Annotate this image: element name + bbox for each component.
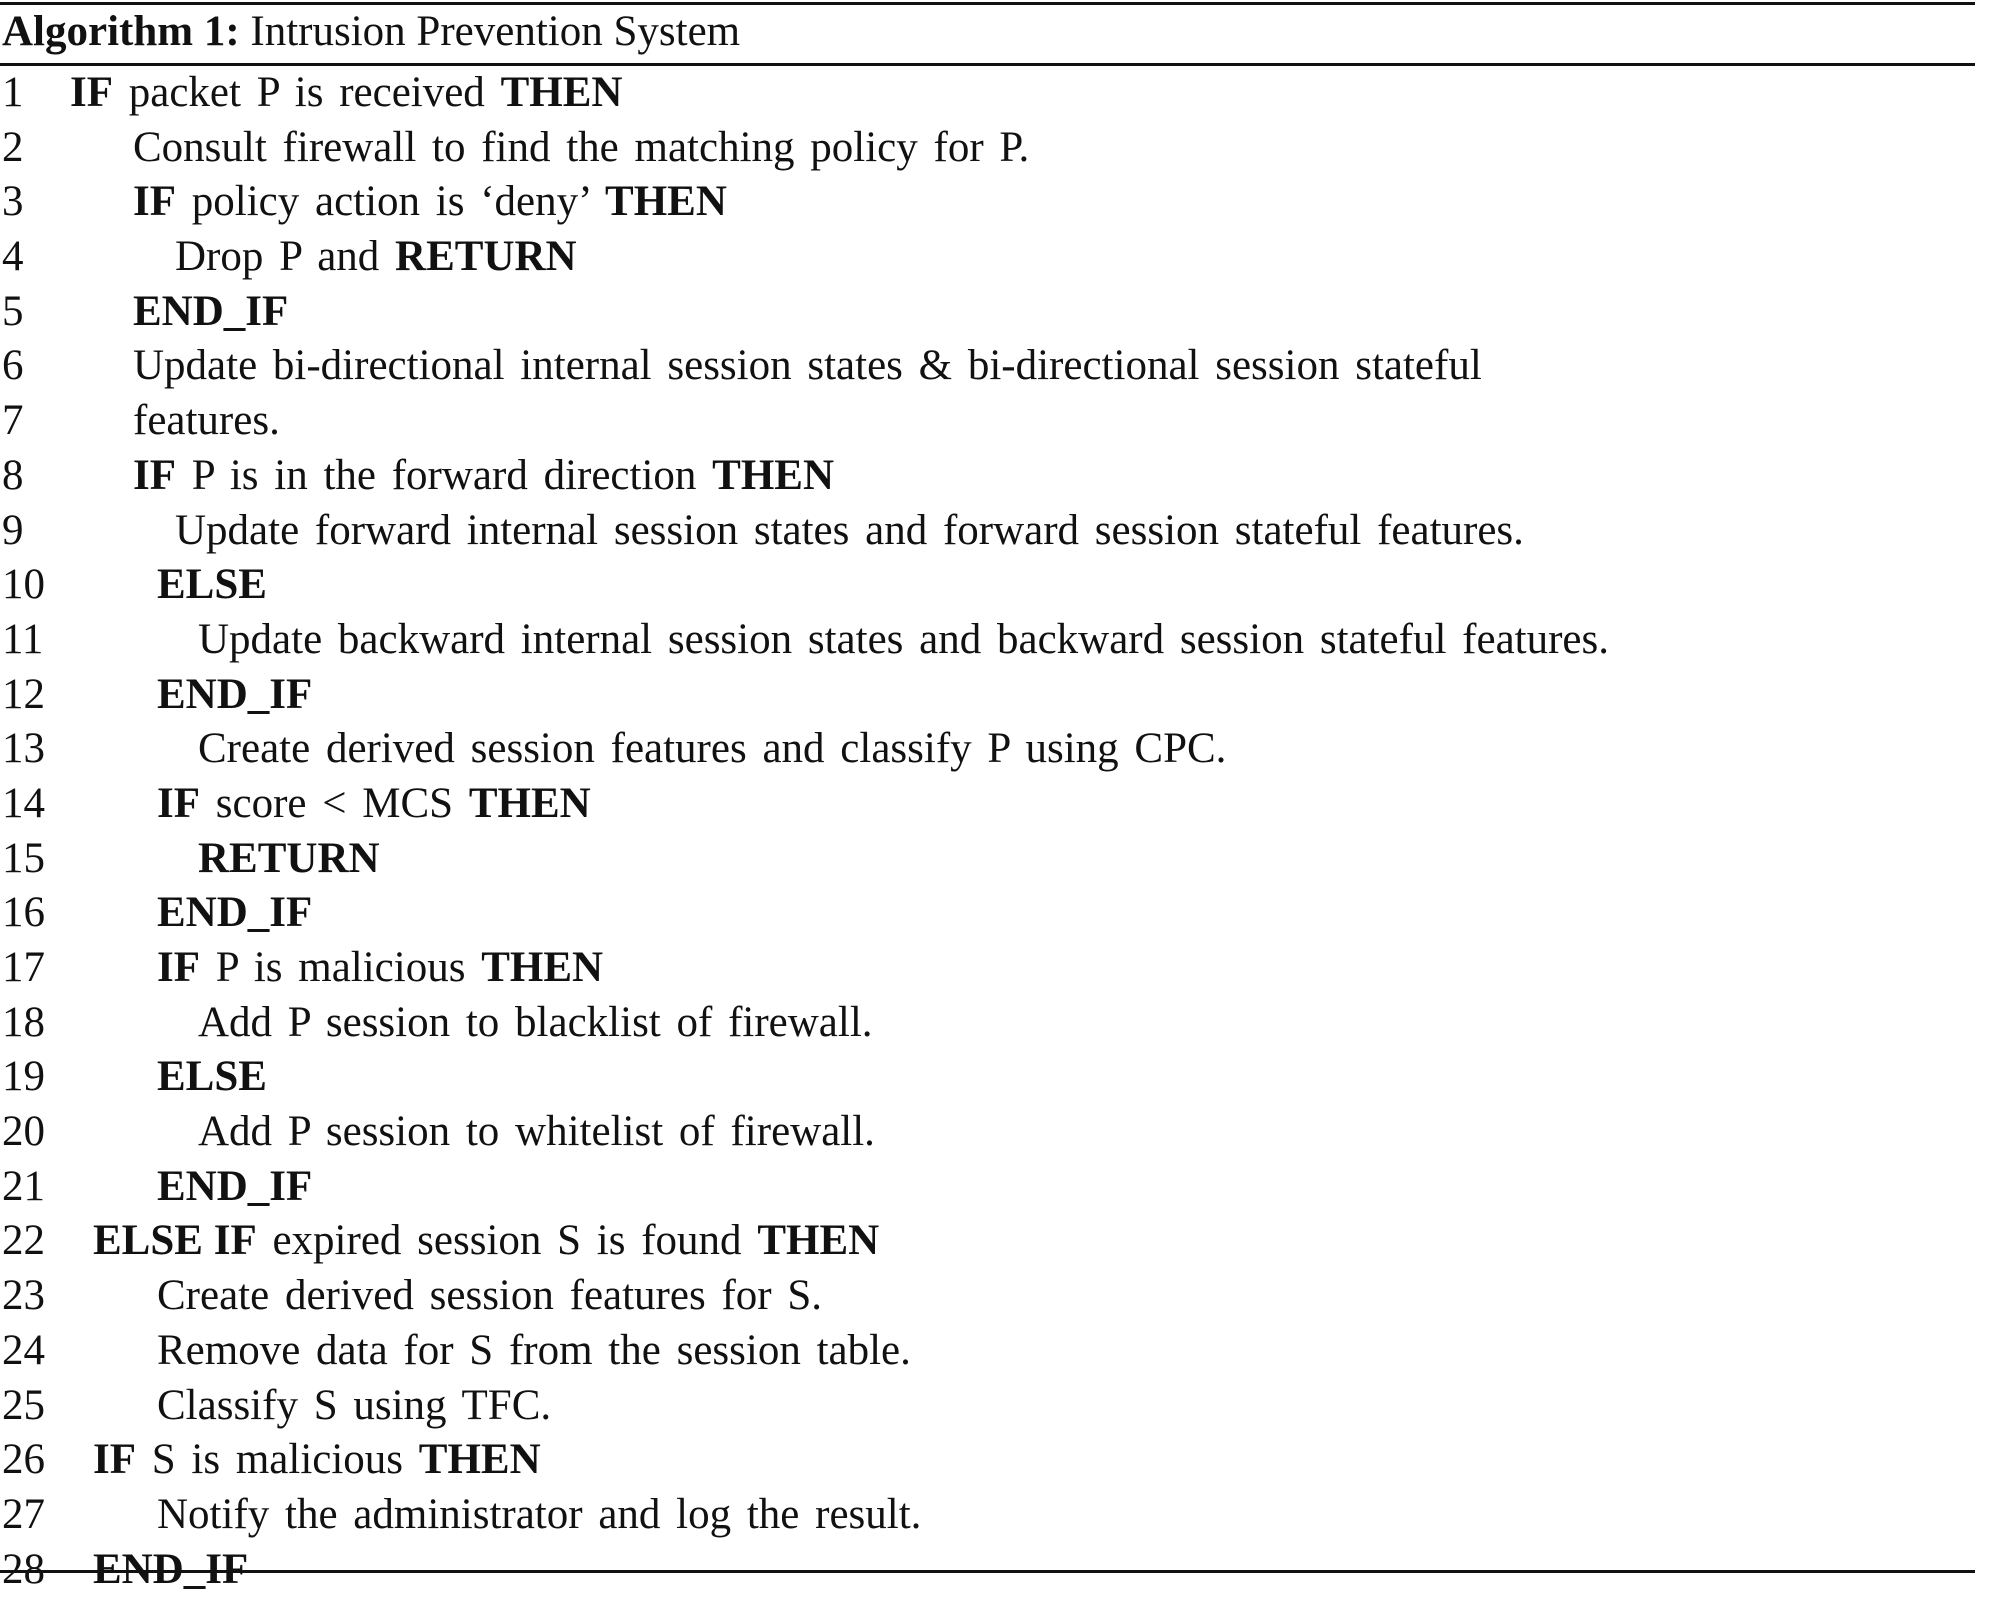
- code-text: Notify the administrator and log the result.: [157, 1490, 922, 1538]
- algorithm-line: [0, 394, 1975, 449]
- line-number: 6: [2, 342, 24, 390]
- keyword: THEN: [757, 1217, 880, 1265]
- code-text: Add P session to blacklist of firewall.: [198, 998, 873, 1046]
- algorithm-line: [0, 777, 1975, 832]
- line-code: [93, 1214, 879, 1269]
- line-code: [175, 230, 577, 285]
- code-text: Drop P and: [175, 233, 396, 281]
- line-number: 24: [2, 1326, 45, 1374]
- line-code: [133, 449, 834, 504]
- line-code: [157, 1269, 822, 1324]
- line-code: [198, 1105, 875, 1160]
- code-text: Create derived session features and classify P using CPC.: [198, 725, 1227, 773]
- code-text: Create derived session features for S.: [157, 1272, 823, 1320]
- line-code: [157, 558, 267, 613]
- algorithm-line: [0, 339, 1975, 394]
- algorithm-line: [0, 285, 1975, 340]
- algorithm-line: [0, 613, 1975, 668]
- line-code: [157, 1379, 551, 1434]
- algorithm-line: [0, 886, 1975, 941]
- algorithm-line: [0, 1324, 1975, 1379]
- algorithm-line: [0, 504, 1975, 559]
- line-number: 25: [2, 1381, 45, 1429]
- keyword: ELSE: [157, 561, 267, 609]
- keyword: END_IF: [133, 287, 289, 335]
- keyword: END_IF: [157, 889, 313, 937]
- line-code: [198, 613, 1609, 668]
- algorithm-line: [0, 66, 1975, 121]
- line-code: [198, 722, 1226, 777]
- line-number: 28: [2, 1545, 45, 1593]
- line-number: 22: [2, 1217, 45, 1265]
- algorithm-line: [0, 558, 1975, 613]
- algorithm-line: [0, 1488, 1975, 1543]
- line-number: 20: [2, 1108, 45, 1156]
- line-code: [93, 1433, 541, 1488]
- code-text: packet P is received: [113, 69, 501, 116]
- keyword: IF: [157, 944, 200, 991]
- line-code: [133, 121, 1029, 176]
- code-text: Update backward internal session states and backward session stateful features.: [198, 615, 1609, 663]
- algorithm-body: [0, 66, 1975, 1597]
- keyword: THEN: [418, 1436, 541, 1484]
- algorithm-label: Algorithm 1:: [2, 8, 240, 55]
- line-code: [157, 1160, 312, 1215]
- line-code: [157, 777, 591, 832]
- line-code: [133, 339, 1482, 394]
- line-number: 11: [2, 615, 44, 663]
- keyword: THEN: [500, 69, 623, 116]
- line-code: [175, 504, 1524, 559]
- line-number: 17: [2, 944, 45, 991]
- line-code: [198, 996, 873, 1051]
- code-text: Add P session to whitelist of firewall.: [198, 1108, 875, 1156]
- keyword: THEN: [605, 178, 727, 226]
- line-code: [133, 175, 727, 230]
- line-code: [157, 1050, 267, 1105]
- line-number: 23: [2, 1272, 45, 1320]
- line-number: 16: [2, 889, 45, 937]
- algorithm-line: [0, 230, 1975, 285]
- line-code: [157, 668, 312, 723]
- keyword: IF: [133, 178, 176, 226]
- code-text: features.: [133, 397, 280, 445]
- line-number: 21: [2, 1162, 45, 1210]
- algorithm-line: [0, 1214, 1975, 1269]
- keyword: THEN: [712, 451, 835, 499]
- algorithm-title: Intrusion Prevention System: [250, 8, 741, 55]
- algorithm-line: [0, 996, 1975, 1051]
- keyword: END_IF: [157, 1162, 313, 1210]
- keyword: END_IF: [93, 1545, 249, 1593]
- keyword: ELSE IF: [93, 1217, 257, 1265]
- line-code: [157, 1324, 911, 1379]
- algorithm-line: [0, 1433, 1975, 1488]
- algorithm-line: [0, 668, 1975, 723]
- line-code: [133, 285, 288, 340]
- line-code: [157, 941, 603, 996]
- keyword: THEN: [481, 944, 604, 991]
- line-number: 4: [2, 233, 24, 281]
- algorithm-line: [0, 1379, 1975, 1434]
- keyword: ELSE: [157, 1053, 267, 1101]
- line-code: [70, 66, 622, 121]
- keyword: END_IF: [157, 670, 313, 718]
- bottom-rule: [0, 1570, 1975, 1573]
- line-number: 12: [2, 670, 45, 718]
- code-text: S is malicious: [136, 1436, 419, 1484]
- algorithm-line: [0, 175, 1975, 230]
- line-code: [133, 394, 280, 449]
- code-text: Consult firewall to find the matching policy for P.: [133, 123, 1030, 171]
- line-number: 3: [2, 178, 24, 226]
- algorithm-caption: [2, 4, 740, 60]
- line-number: 14: [2, 779, 45, 827]
- line-number: 27: [2, 1490, 45, 1538]
- line-number: 18: [2, 998, 45, 1046]
- line-number: 1: [2, 69, 24, 116]
- algorithm-line: [0, 1160, 1975, 1215]
- keyword: THEN: [468, 779, 591, 827]
- keyword: IF: [157, 779, 200, 827]
- code-text: Classify S using TFC.: [157, 1381, 552, 1429]
- line-number: 5: [2, 287, 24, 335]
- keyword: RETURN: [198, 834, 380, 882]
- code-text: Remove data for S from the session table.: [157, 1326, 911, 1374]
- line-number: 7: [2, 397, 24, 445]
- keyword: IF: [93, 1436, 136, 1484]
- code-text: P is in the forward direction: [176, 451, 713, 499]
- code-text: expired session S is found: [256, 1217, 758, 1265]
- keyword: IF: [70, 69, 113, 116]
- line-number: 8: [2, 451, 24, 499]
- algorithm-line: [0, 1269, 1975, 1324]
- algorithm-line: [0, 449, 1975, 504]
- line-code: [198, 832, 380, 887]
- algorithm-line: [0, 121, 1975, 176]
- line-code: [157, 886, 312, 941]
- code-text: P is malicious: [200, 944, 482, 991]
- line-number: 26: [2, 1436, 45, 1484]
- algorithm-line: [0, 941, 1975, 996]
- code-text: policy action is ‘deny’: [176, 178, 606, 226]
- line-number: 9: [2, 506, 24, 554]
- algorithm-line: [0, 1105, 1975, 1160]
- line-number: 10: [2, 561, 45, 609]
- code-text: score < MCS: [200, 779, 469, 827]
- line-number: 2: [2, 123, 24, 171]
- line-number: 13: [2, 725, 45, 773]
- algorithm-line: [0, 722, 1975, 777]
- algorithm-line: [0, 1050, 1975, 1105]
- code-text: Update forward internal session states and forward session stateful features.: [175, 506, 1524, 554]
- algorithm-line: [0, 832, 1975, 887]
- code-text: Update bi-directional internal session states & bi-directional session stateful: [133, 342, 1482, 390]
- line-number: 15: [2, 834, 45, 882]
- line-code: [157, 1488, 921, 1543]
- keyword: RETURN: [395, 233, 577, 281]
- keyword: IF: [133, 451, 176, 499]
- line-number: 19: [2, 1053, 45, 1101]
